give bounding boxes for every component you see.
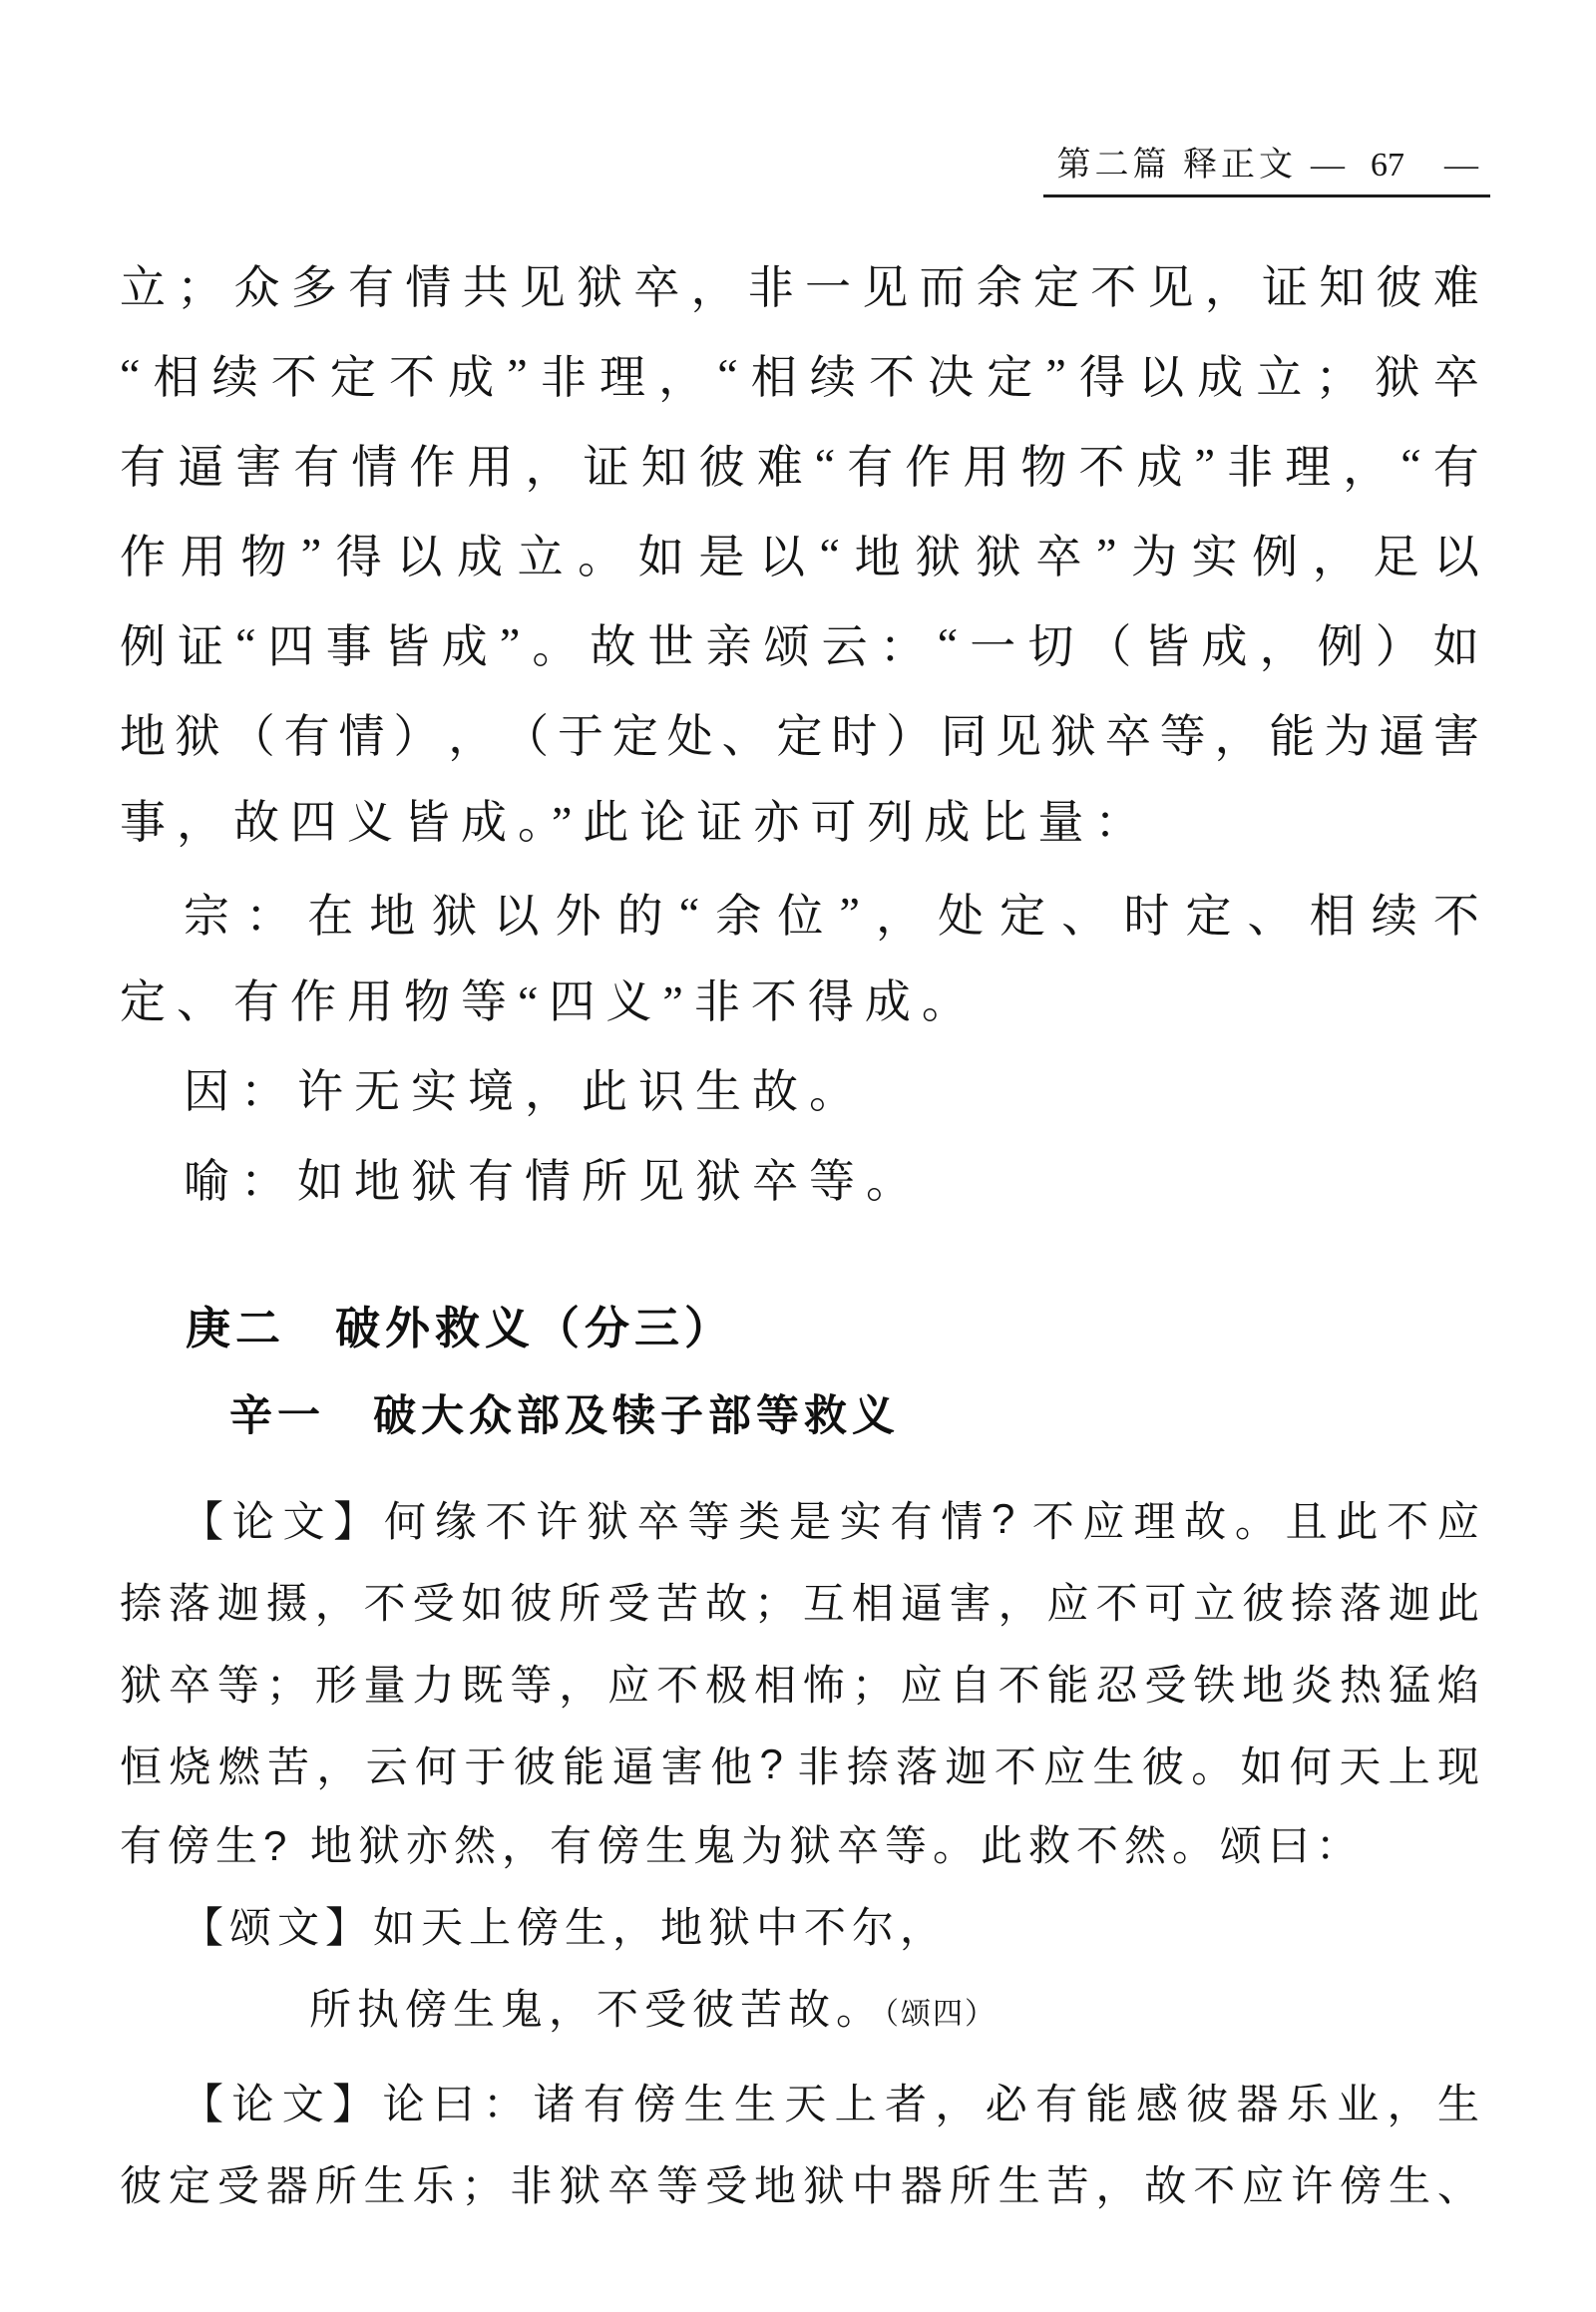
- syllogism-proposition-line: 定、有作用物等“四义”非不得成。: [120, 976, 979, 1027]
- treatise-line: 【 论 文 】 论 曰 ： 诸 有 傍 生 生 天 上 者 ， 必 有 能 感 彼 器 乐 业 ， 生: [182, 2081, 1479, 2127]
- body-line: 地 狱 （ 有 情 ） ， （ 于 定 处 、 定 时 ） 同 见 狱 卒 等 ， 能 为 逼 害: [120, 711, 1479, 762]
- body-line: 作 用 物 ” 得 以 成 立 。 如 是 以 “ 地 狱 狱 卒 ” 为 实 例 ， 足 以: [120, 528, 1479, 582]
- syllogism-reason-line: 因：许无实境，此识生故。: [184, 1066, 866, 1117]
- section-heading-xin1: 辛一 破大众部及犊子部等救义: [229, 1392, 900, 1440]
- dash-left: —: [1311, 147, 1345, 184]
- treatise-line: 彼 定 受 器 所 生 乐 ； 非 狱 卒 等 受 地 狱 中 器 所 生 苦 ， 故 不 应 许 傍 生 、: [120, 2162, 1479, 2209]
- running-head: [1043, 146, 1491, 197]
- treatise-line: 狱 卒 等 ； 形 量 力 既 等 ， 应 不 极 相 怖 ； 应 自 不 能 忍 受 铁 地 炎 热 猛 焰: [120, 1662, 1479, 1709]
- verse-text: 所执傍生鬼，不受彼苦故。: [309, 1986, 885, 2033]
- treatise-line: 【 论 文 】 何 缘 不 许 狱 卒 等 类 是 实 有 情 ? 不 应 理 故 。 且 此 不 应: [182, 1495, 1479, 1545]
- syllogism-proposition-line: 宗 ： 在 地 狱 以 外 的 “ 余 位 ” ， 处 定 、 时 定 、 相 续 不: [184, 887, 1479, 942]
- treatise-line: 恒 烧 燃 苦 ， 云 何 于 彼 能 逼 害 他 ? 非 捺 落 迦 不 应 生 彼 。 如 何 天 上 现: [120, 1740, 1479, 1790]
- body-line: 例 证 “ 四 事 皆 成 ” 。 故 世 亲 颂 云 ： “ 一 切 （ 皆 成 ， 例 ） 如: [120, 617, 1479, 672]
- body-line: “ 相 续 不 定 不 成 ” 非 理 ， “ 相 续 不 决 定 ” 得 以 成 立 ； 狱 卒: [120, 348, 1479, 403]
- dash-right: —: [1444, 147, 1478, 184]
- page-number: 67: [1371, 147, 1404, 184]
- treatise-line: 有傍生? 地狱亦然，有傍生鬼为狱卒等。此救不然。颂曰：: [120, 1822, 1365, 1869]
- body-line: 立 ； 众 多 有 情 共 见 狱 卒 ， 非 一 见 而 余 定 不 见 ， 证 知 彼 难: [120, 262, 1479, 313]
- treatise-line: 捺 落 迦 摄 ， 不 受 如 彼 所 受 苦 故 ； 互 相 逼 害 ， 应 不 可 立 彼 捺 落 迦 此: [120, 1580, 1479, 1627]
- body-line: 事，故四义皆成。”此论证亦可列成比量：: [120, 797, 1152, 848]
- body-line: 有 逼 害 有 情 作 用 ， 证 知 彼 难 “ 有 作 用 物 不 成 ” 非 理 ， “ 有: [120, 438, 1479, 493]
- section-heading-geng2: 庚二 破外救义（分三）: [186, 1303, 735, 1353]
- section-title: 第二篇 释正文: [1056, 147, 1297, 184]
- syllogism-example-line: 喻：如地狱有情所见狱卒等。: [184, 1156, 923, 1207]
- verse-line: 【颂文】如天上傍生，地狱中不尔，: [182, 1904, 949, 1951]
- verse-line: [120, 1969, 1479, 2051]
- text-column: [120, 239, 1479, 2224]
- verse-number-note: （颂四）: [884, 1998, 998, 2031]
